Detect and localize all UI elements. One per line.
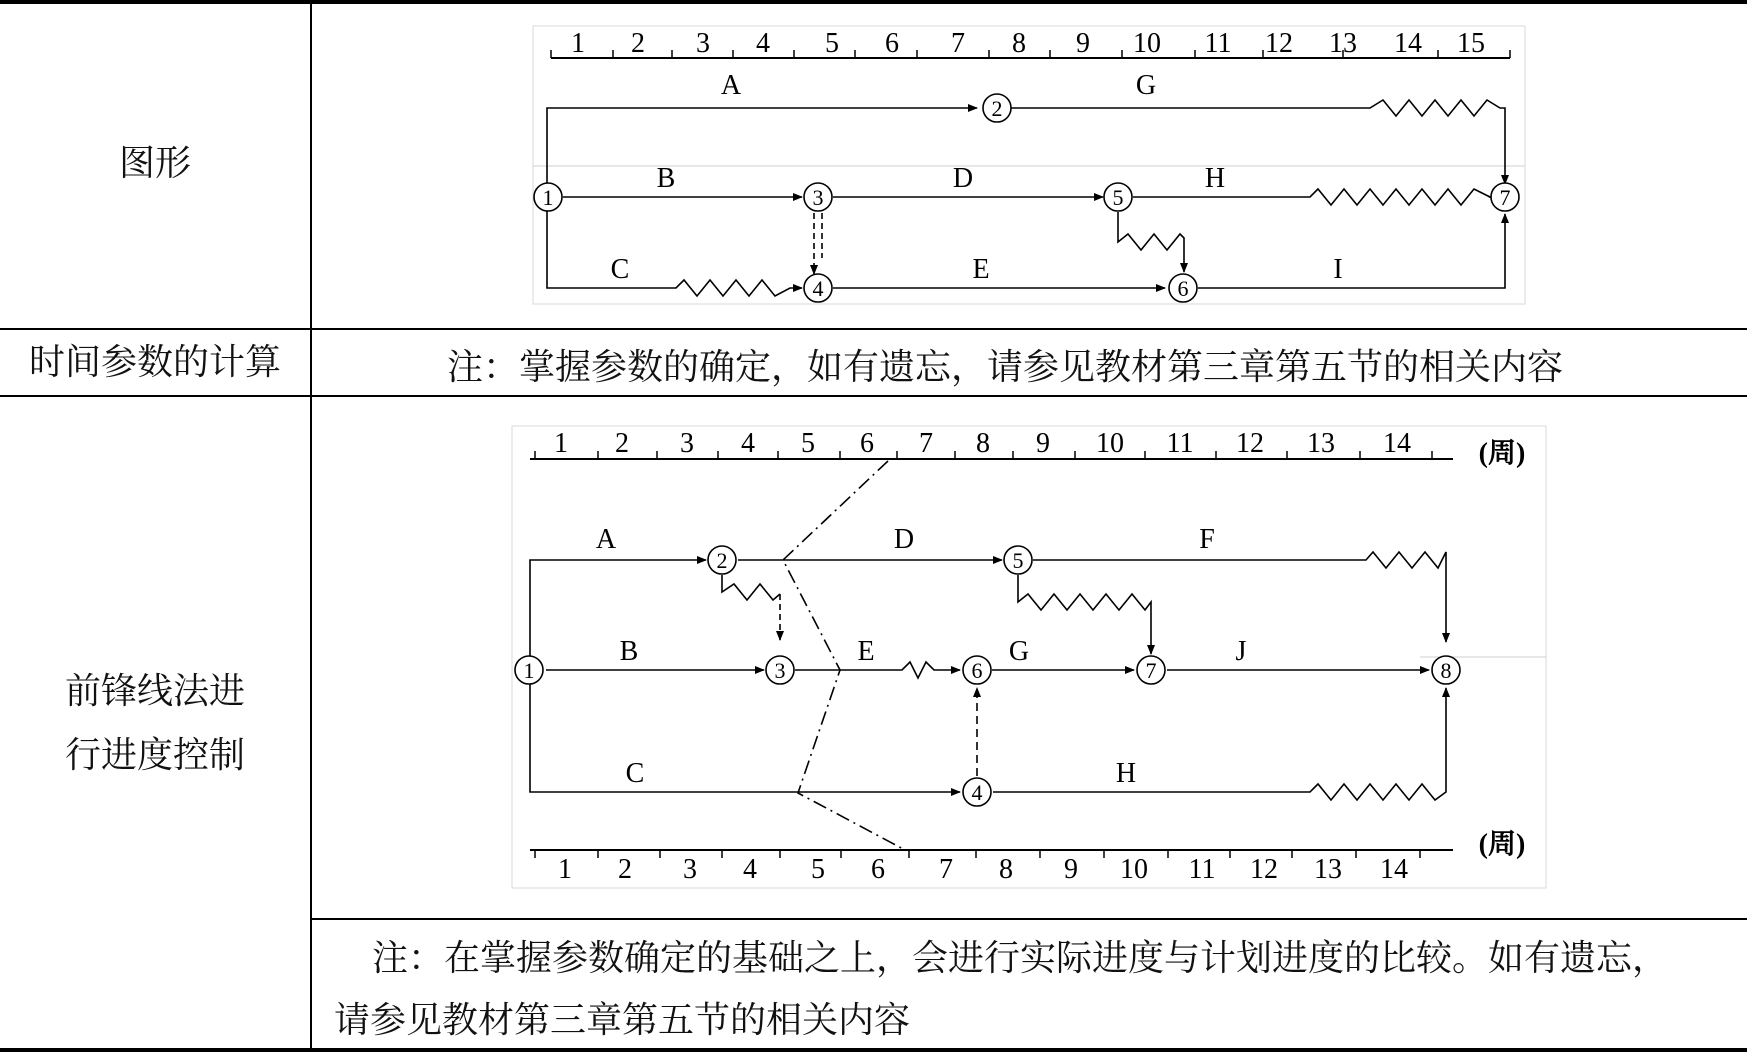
top-scale-label: 10 <box>1096 428 1124 459</box>
table-top-rule <box>0 0 1747 4</box>
dummy-5-7-arrow <box>1018 575 1151 654</box>
activity-c-arrow <box>547 198 802 296</box>
scale-label: 15 <box>1457 28 1485 59</box>
node-label: 5 <box>1112 185 1124 210</box>
scale-ticks <box>551 50 1510 58</box>
scale-label: 14 <box>1394 28 1422 59</box>
scale-label: 12 <box>1265 28 1293 59</box>
scale-label: 5 <box>825 28 839 59</box>
activity-label-h: H <box>1115 758 1137 789</box>
bottom-scale-label: 7 <box>939 854 953 885</box>
scale-label: 11 <box>1204 28 1232 59</box>
bottom-scale-label: 4 <box>743 854 757 885</box>
scale-label: 6 <box>885 28 899 59</box>
node-label: 3 <box>812 185 824 210</box>
frontline-note-line1: 注：在掌握参数确定的基础之上，会进行实际进度与计划进度的比较。如有遗忘， <box>372 938 1669 979</box>
column-divider <box>310 0 312 1052</box>
activity-label-g: G <box>1135 70 1157 101</box>
bottom-unit-label: (周) <box>1478 829 1526 860</box>
top-scale-label: 12 <box>1236 428 1264 459</box>
dummy-5-6-arrow <box>1118 212 1184 272</box>
bottom-scale-label: 10 <box>1120 854 1148 885</box>
row-divider <box>311 918 1747 920</box>
dummy-2-3-arrow <box>722 575 780 600</box>
node-label: 8 <box>1440 658 1452 683</box>
activity-g-arrow <box>1010 100 1505 184</box>
activity-e-arrow <box>795 662 960 678</box>
node-label: 7 <box>1499 185 1511 210</box>
node-label: 6 <box>1177 276 1189 301</box>
top-scale-label: 1 <box>554 428 568 459</box>
activity-label-g: G <box>1008 636 1030 667</box>
row-divider <box>0 395 1747 397</box>
node-label: 6 <box>971 658 983 683</box>
row-label-frontline-2: 行进度控制 <box>64 735 245 776</box>
row-label-frontline-1: 前锋线法进 <box>64 671 245 712</box>
activity-label-b: B <box>656 163 676 194</box>
node-label: 7 <box>1145 658 1157 683</box>
top-scale-label: 11 <box>1166 428 1194 459</box>
scale-label: 4 <box>756 28 770 59</box>
scale-label: 3 <box>696 28 710 59</box>
bottom-scale-label: 5 <box>811 854 825 885</box>
bottom-scale-label: 8 <box>999 854 1013 885</box>
activity-label-c: C <box>625 758 645 789</box>
bottom-scale-label: 6 <box>871 854 885 885</box>
activity-label-e: E <box>972 254 990 285</box>
top-scale-label: 6 <box>860 428 874 459</box>
scale-label: 10 <box>1133 28 1161 59</box>
top-scale-label: 9 <box>1036 428 1050 459</box>
activity-h-arrow <box>1133 189 1490 205</box>
bottom-scale-label: 11 <box>1188 854 1216 885</box>
scale-label: 7 <box>951 28 965 59</box>
time-params-note: 注：掌握参数的确定，如有遗忘，请参见教材第三章第五节的相关内容 <box>447 347 1564 388</box>
activity-label-e: E <box>857 636 875 667</box>
scale-label: 9 <box>1076 28 1090 59</box>
activity-c-arrow <box>530 684 960 792</box>
row-label-time-params: 时间参数的计算 <box>28 342 281 383</box>
network-diagram-1 <box>530 22 1530 310</box>
node-label: 2 <box>991 96 1003 121</box>
frontline-note-line2: 请参见教材第三章第五节的相关内容 <box>334 1000 911 1041</box>
activity-f-arrow <box>1033 552 1446 642</box>
row-label-graphic: 图形 <box>118 143 191 184</box>
scale-label: 8 <box>1012 28 1026 59</box>
bottom-scale-label: 12 <box>1250 854 1278 885</box>
top-scale-label: 3 <box>680 428 694 459</box>
activity-a-arrow <box>547 108 977 196</box>
bottom-scale-label: 13 <box>1314 854 1342 885</box>
frontline-diagram <box>505 422 1550 894</box>
top-unit-label: (周) <box>1478 438 1526 469</box>
activity-label-d: D <box>893 524 915 555</box>
scale-label: 2 <box>631 28 645 59</box>
top-scale-label: 8 <box>976 428 990 459</box>
node-label: 3 <box>774 658 786 683</box>
activity-label-a: A <box>595 524 617 555</box>
bottom-scale-label: 3 <box>683 854 697 885</box>
activity-label-a: A <box>720 70 742 101</box>
activity-label-f: F <box>1199 524 1215 555</box>
activity-label-b: B <box>619 636 639 667</box>
activity-label-c: C <box>610 254 630 285</box>
top-scale-label: 2 <box>615 428 629 459</box>
top-scale-label: 14 <box>1383 428 1411 459</box>
node-label: 1 <box>523 658 535 683</box>
top-scale-label: 13 <box>1307 428 1335 459</box>
top-scale-label: 4 <box>741 428 755 459</box>
bottom-scale-label: 14 <box>1380 854 1408 885</box>
node-label: 5 <box>1012 548 1024 573</box>
activity-i-arrow <box>1198 214 1505 288</box>
table-bottom-rule <box>0 1048 1747 1052</box>
activity-label-i: I <box>1333 254 1343 285</box>
node-label: 4 <box>812 276 824 301</box>
activity-label-d: D <box>952 163 974 194</box>
bottom-scale-label: 2 <box>618 854 632 885</box>
scale-label: 1 <box>571 28 585 59</box>
bottom-scale-label: 9 <box>1064 854 1078 885</box>
activity-label-j: J <box>1235 636 1247 667</box>
activity-h-arrow <box>993 688 1446 800</box>
bottom-scale-label: 1 <box>558 854 572 885</box>
top-scale-label: 5 <box>801 428 815 459</box>
row-divider <box>0 328 1747 330</box>
node-label: 2 <box>716 548 728 573</box>
node-label: 4 <box>971 780 983 805</box>
activity-label-h: H <box>1204 163 1226 194</box>
activity-a-arrow <box>530 560 706 657</box>
scale-label: 13 <box>1329 28 1357 59</box>
node-label: 1 <box>542 185 554 210</box>
top-scale-label: 7 <box>919 428 933 459</box>
